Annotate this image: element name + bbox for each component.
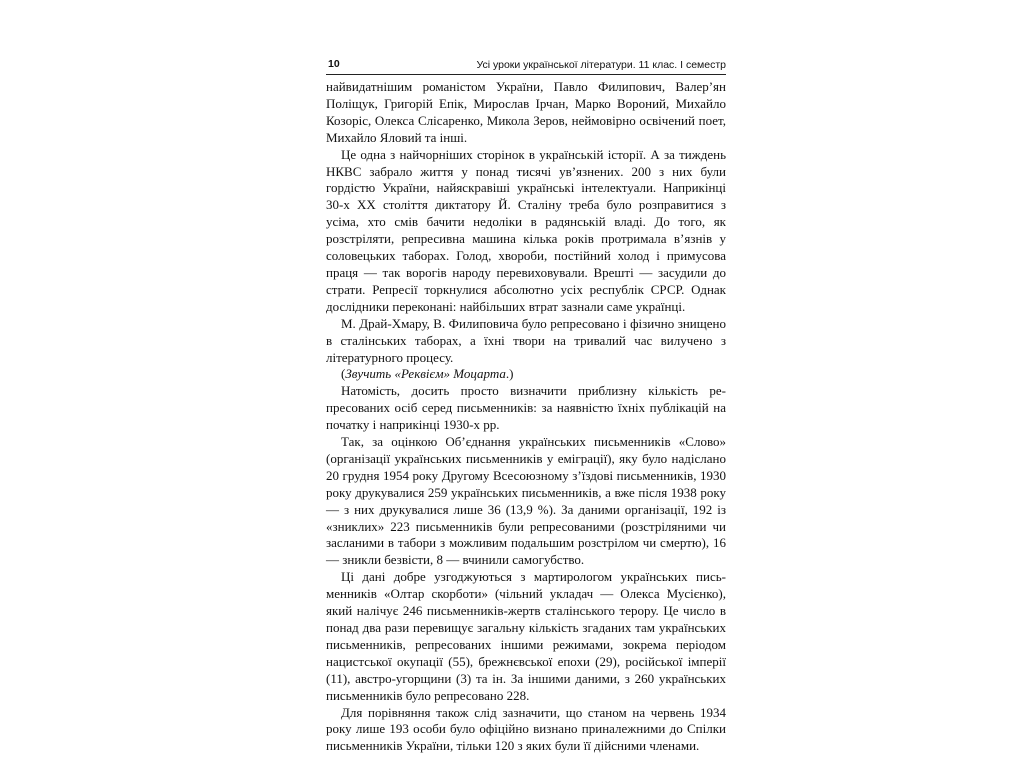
running-title: Усі уроки української літератури. 11 клас. І семестр — [476, 59, 726, 71]
stage-direction-open: ( — [341, 366, 346, 382]
stage-direction-close: .) — [505, 366, 514, 382]
paragraph-6: Ці дані добре узгоджуються з мартирологом українських письменників «Олтар скорботи» (чільний укладач — Олекса Мусієнко), який налічує 246 письменників-жертв сталінського терору. Це число в понад два рази перевищує загальну кількість згаданих там українських письменників, репресованих іншими режимами, зокрема періодом нацистської окупації (55), брежнєвської епохи (29), російської імперії (11), австро-угорщини (3) та ін. За іншими даними, з 260 українських письменників було репресовано 228. — [326, 569, 726, 703]
paragraph-5: Так, за оцінкою Об’єднання українських письменників «Слово» (організації українських письменників у еміграції), яку було надіслано 20 грудня 1954 року Другому Всесоюзному з’їздові письменників, 1930 року друкувалися 259 українських письменників, а вже після 1938 року — з них друкувалися лише 36 (13,9 %). За даними організації, 192 із «зниклих» 223 письменників були репресованими (розстріляними чи засланими в табори з можливим подальшим розстрілом чи смертю), 16 — зникли безвісти, 8 — вчинили самогубство. — [326, 434, 726, 568]
stage-direction — [326, 366, 726, 383]
paragraph-1: найвидатнішим романістом України, Павло Филипович, Валер’ян Поліщук, Григорій Епік, Мирослав Ірчан, Марко Вороний, Михайло Козоріс, Олекса Слісаренко, Микола Зеров, неймовірно освічений поет, Михайло Яловий та інші. — [326, 79, 726, 145]
body-text — [326, 79, 726, 755]
book-page — [326, 56, 726, 754]
stage-direction-text: Звучить «Реквієм» Моцарта — [345, 366, 506, 382]
paragraph-2: Це одна з найчорніших сторінок в українській історії. А за тиждень НКВС забрало життя у понад тисячі ув’язнених. 200 з них були гордістю України, найяскравіші українські інтелектуали. Наприкінці 30-х XX століття диктатору Й. Сталіну треба було розправитися з усіма, хто смів бачити недоліки в радянській владі. До того, як розстріляти, репресивна машина кілька років протримала в’язнів у соловецьких таборах. Голод, хвороби, постійний холод і примусова праця — так ворогів народу перевиховували. Врешті — засудили до страти. Репресії торкнулися абсолютно усіх республік СРСР. Однак дослідники переконані: найбільших втрат зазнали саме українці. — [326, 146, 726, 314]
page-number: 10 — [328, 58, 340, 70]
paragraph-3: М. Драй-Хмару, В. Филиповича було репресовано і фізично знищено в сталінських таборах, а їхні твори на тривалий час вилучено з літературного процесу. — [326, 315, 726, 365]
running-head — [326, 56, 726, 75]
paragraph-7: Для порівняння також слід зазначити, що станом на червень 1934 року лише 193 особи було офіційно визнано приналежними до Спілки письменників України, тільки 120 з яких були її дійсними членами. — [326, 704, 726, 754]
paragraph-4: Натомість, досить просто визначити приблизну кількість репресованих осіб серед письменників: за наявністю їхніх публікацій на початку і наприкінці 1930-х рр. — [326, 383, 726, 433]
